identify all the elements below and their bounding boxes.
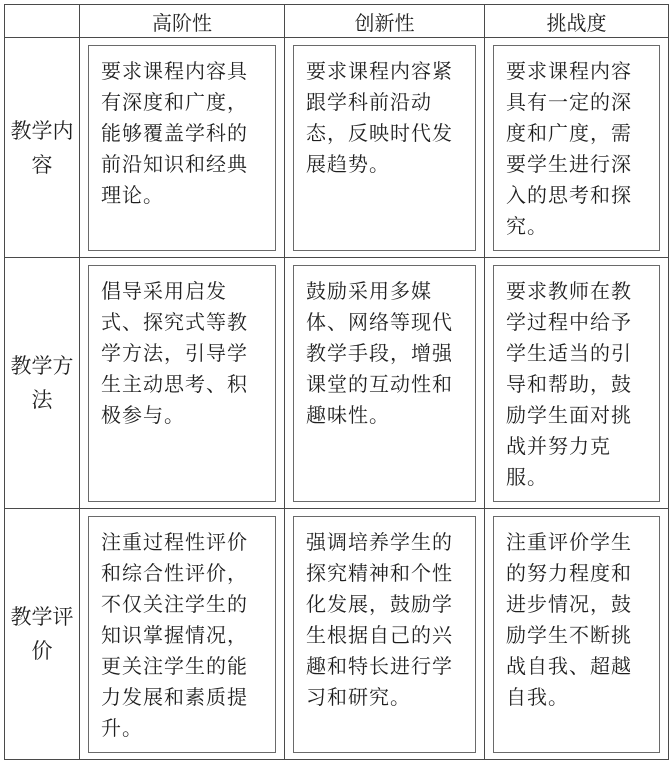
header-chuangxinxing: 创新性: [285, 5, 485, 38]
header-gaojiexing: 高阶性: [80, 5, 285, 38]
table-cell: 要求课程内容紧跟学科前沿动态，反映时代发展趋势。: [293, 45, 476, 251]
row-header-teaching-evaluation: 教学评价: [5, 509, 80, 760]
table-cell: 注重评价学生的努力程度和进步情况，鼓励学生不断挑战自我、超越自我。: [493, 516, 660, 753]
table-row: [5, 38, 669, 258]
header-row: [5, 5, 669, 38]
table-cell: 要求课程内容具有深度和广度，能够覆盖学科的前沿知识和经典理论。: [88, 45, 276, 251]
table-cell: 要求课程内容具有一定的深度和广度，需要学生进行深入的思考和探究。: [493, 45, 660, 251]
table-cell: 鼓励采用多媒体、网络等现代教学手段，增强课堂的互动性和趣味性。: [293, 265, 476, 502]
table-cell: 强调培养学生的探究精神和个性化发展，鼓励学生根据自己的兴趣和特长进行学习和研究。: [293, 516, 476, 753]
table-cell: 倡导采用启发式、探究式等教学方法，引导学生主动思考、积极参与。: [88, 265, 276, 502]
row-header-teaching-method: 教学方法: [5, 258, 80, 509]
table-cell: 要求教师在教学过程中给予学生适当的引导和帮助，鼓励学生面对挑战并努力克服。: [493, 265, 660, 502]
table-cell: 注重过程性评价和综合性评价，不仅关注学生的知识掌握情况，更关注学生的能力发展和素质提升。: [88, 516, 276, 753]
table-row: [5, 509, 669, 760]
header-corner-cell: [5, 5, 80, 38]
comparison-table: [4, 4, 669, 760]
table-row: [5, 258, 669, 509]
row-header-teaching-content: 教学内容: [5, 38, 80, 258]
header-tiaozhandu: 挑战度: [485, 5, 669, 38]
